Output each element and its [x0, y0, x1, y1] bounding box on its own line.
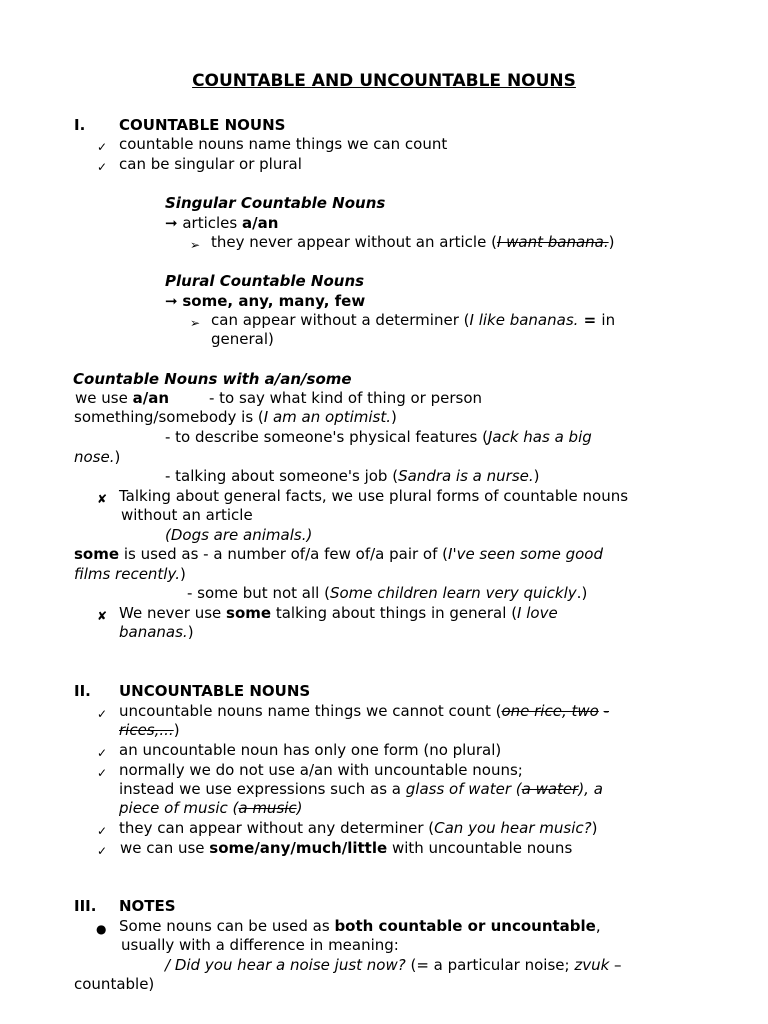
- text-line: something/somebody is (I am an optimist.): [74, 408, 397, 426]
- arrow-bullet-icon: ➢: [190, 238, 201, 252]
- text-line: - talking about someone's job (Sandra is a nurse.): [165, 467, 540, 485]
- check-icon: ✓: [97, 766, 108, 780]
- check-icon: ✓: [97, 160, 108, 174]
- list-item: an uncountable noun has only one form (no plural): [119, 741, 502, 759]
- section-number-2: II.: [74, 682, 91, 700]
- list-item: they can appear without any determiner (Can you hear music?): [119, 819, 598, 837]
- list-item-continued: usually with a difference in meaning:: [121, 936, 399, 954]
- cross-icon: ✘: [97, 492, 108, 506]
- check-icon: ✓: [97, 824, 108, 838]
- text-line: some is used as - a number of/a few of/a pair of (I've seen some good: [74, 545, 603, 563]
- arrow-icon: ➞: [165, 292, 178, 310]
- list-item: We never use some talking about things in general (I love: [119, 604, 558, 622]
- list-item: uncountable nouns name things we cannot count (one rice, two -: [119, 702, 610, 720]
- rule-line-determiners: ➞ some, any, many, few: [165, 292, 366, 310]
- text-line: nose.): [74, 448, 121, 466]
- section-heading-notes: NOTES: [119, 897, 176, 915]
- example-text-continued: countable): [74, 975, 155, 993]
- list-item-continued: bananas.): [119, 623, 194, 641]
- list-item-continued: rices,...): [119, 721, 180, 739]
- page-title: COUNTABLE AND UNCOUNTABLE NOUNS: [192, 71, 576, 91]
- list-item-continued: piece of music (a music): [119, 799, 303, 817]
- arrow-icon: ➞: [165, 214, 178, 232]
- arrow-bullet-icon: ➢: [190, 316, 201, 330]
- list-item: can be singular or plural: [119, 155, 302, 173]
- text-line: - to say what kind of thing or person: [209, 389, 483, 407]
- section-heading-countable: COUNTABLE NOUNS: [119, 116, 286, 134]
- text-line: we use a/an: [75, 389, 169, 407]
- subheading-singular: Singular Countable Nouns: [165, 194, 386, 212]
- list-item: countable nouns name things we can count: [119, 135, 448, 153]
- list-item-continued: instead we use expressions such as a glass of water (a water), a: [119, 780, 603, 798]
- subheading-plural: Plural Countable Nouns: [165, 272, 365, 290]
- check-icon: ✓: [97, 707, 108, 721]
- bullet-dot-icon: ●: [96, 922, 107, 936]
- section-number-3: III.: [74, 897, 97, 915]
- list-item: normally we do not use a/an with uncountable nouns;: [119, 761, 523, 779]
- list-item: Some nouns can be used as both countable or uncountable,: [119, 917, 601, 935]
- list-item-continued: without an article: [121, 506, 253, 524]
- sub-item: can appear without a determiner (I like bananas. = in: [211, 311, 616, 329]
- text-line: films recently.): [74, 565, 186, 583]
- example-text: (Dogs are animals.): [165, 526, 313, 544]
- sub-item: they never appear without an article (I want banana.): [211, 233, 615, 251]
- check-icon: ✓: [97, 140, 108, 154]
- section-heading-uncountable: UNCOUNTABLE NOUNS: [119, 682, 311, 700]
- sub-item-continued: general): [211, 330, 274, 348]
- rule-line-articles: ➞ articles a/an: [165, 214, 279, 232]
- check-icon: ✓: [97, 746, 108, 760]
- list-item: we can use some/any/much/little with uncountable nouns: [120, 839, 573, 857]
- text-line: - to describe someone's physical features (Jack has a big: [165, 428, 592, 446]
- subheading-with-articles: Countable Nouns with a/an/some: [73, 370, 352, 388]
- list-item: Talking about general facts, we use plural forms of countable nouns: [119, 487, 629, 505]
- cross-icon: ✘: [97, 609, 108, 623]
- section-number-1: I.: [74, 116, 86, 134]
- text-line: - some but not all (Some children learn very quickly.): [187, 584, 588, 602]
- check-icon: ✓: [97, 844, 108, 858]
- example-text: / Did you hear a noise just now? (= a particular noise; zvuk –: [165, 956, 622, 974]
